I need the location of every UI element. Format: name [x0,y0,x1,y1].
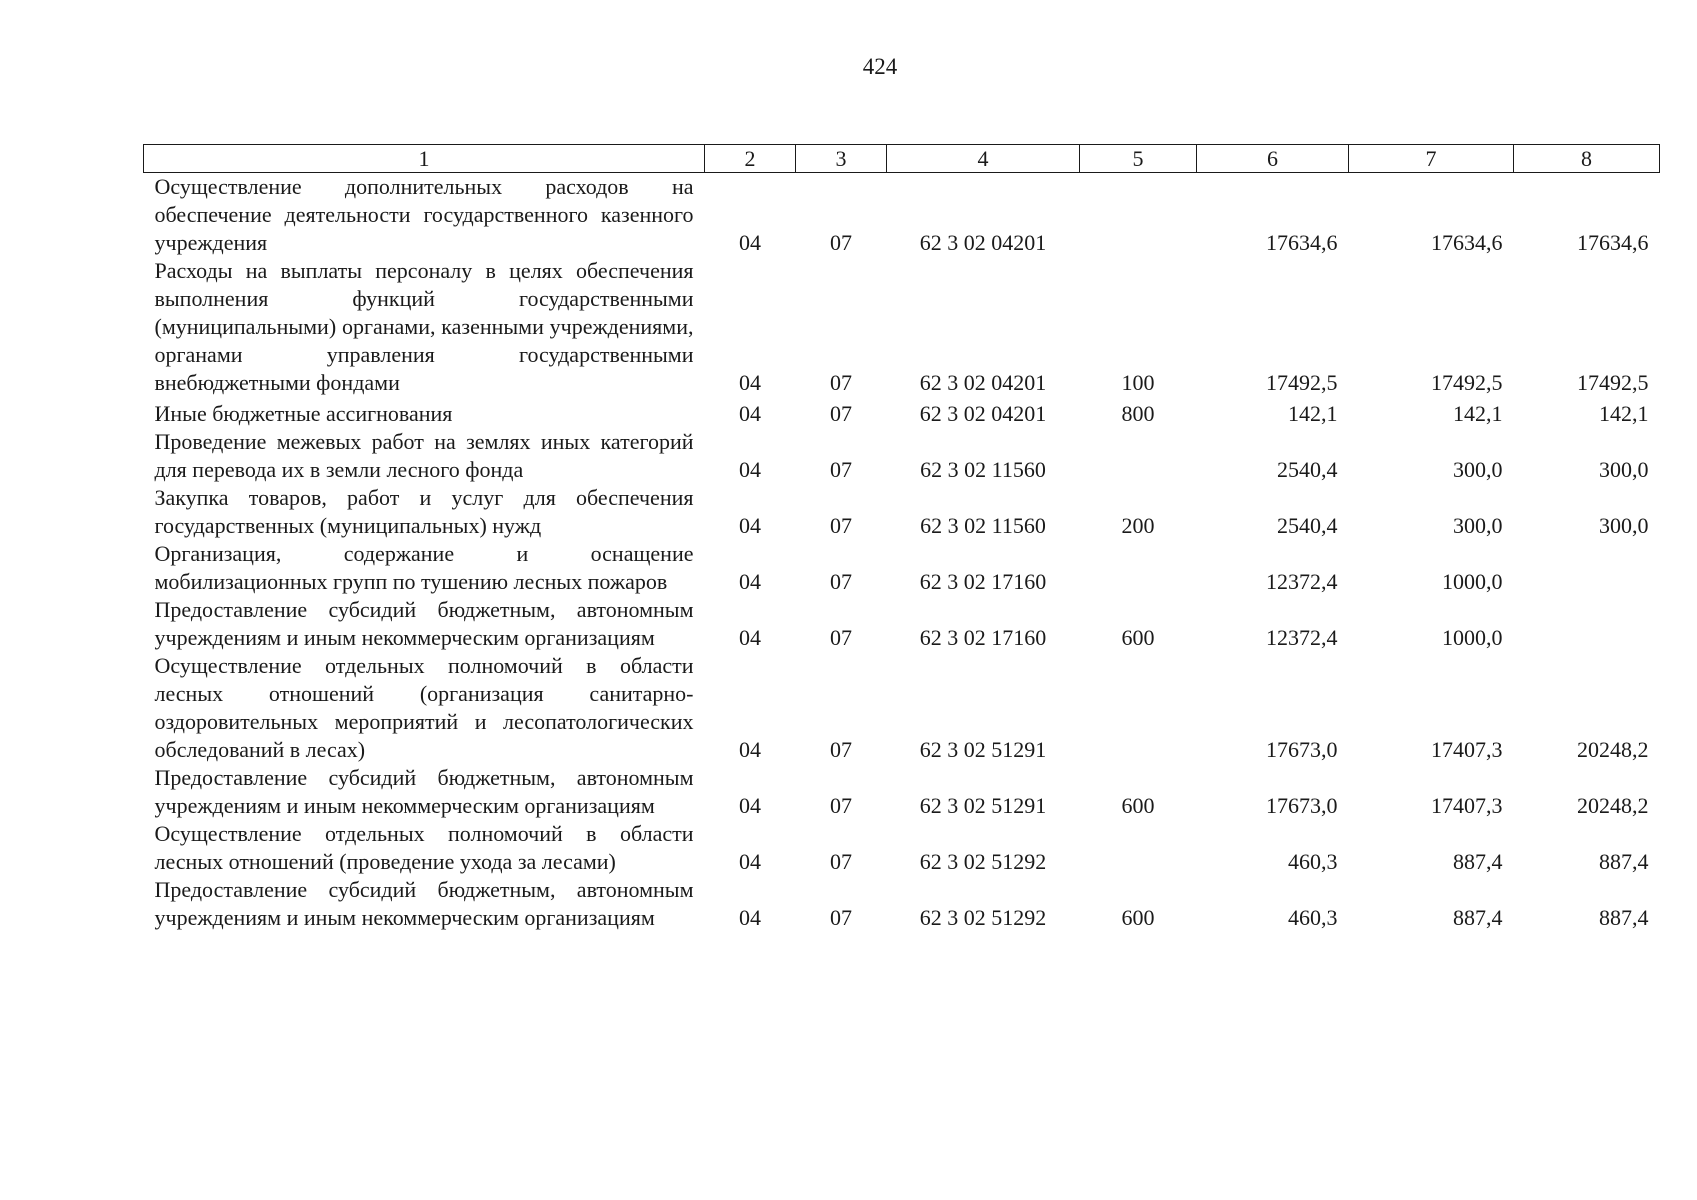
table-row [144,596,1660,652]
table-row [144,257,1660,397]
row-amount-8 [1514,540,1660,596]
table-row [144,173,1660,258]
row-target-article: 62 3 02 11560 [920,457,1046,482]
row-name: Осуществление отдельных полномочий в области лесных отношений (организация санитарно-оздоровительных мероприятий и лесопатологических обследований в лесах) [154,653,694,762]
row-amount-6: 142,1 [1288,401,1338,426]
column-header-2: 2 [705,145,796,173]
row-amount-8: 300,0 [1599,457,1649,482]
row-name: Осуществление отдельных полномочий в области лесных отношений (проведение ухода за лесами) [154,821,694,874]
row-section: 04 [739,370,761,395]
row-section: 04 [739,401,761,426]
row-name: Иные бюджетные ассигнования [154,401,453,426]
row-amount-7: 300,0 [1453,457,1503,482]
row-expense-type: 800 [1121,401,1155,426]
row-name: Предоставление субсидий бюджетным, автономным учреждениям и иным некоммерческим организациям [154,597,694,650]
row-section: 04 [739,569,761,594]
row-section: 04 [739,513,761,538]
page-number: 424 [862,54,898,79]
row-target-article: 62 3 02 11560 [920,513,1046,538]
row-subsection: 07 [830,513,852,538]
column-header-4: 4 [887,145,1080,173]
row-subsection: 07 [830,737,852,762]
table-row [144,652,1660,764]
row-expense-type: 600 [1121,793,1155,818]
row-target-article: 62 3 02 17160 [919,625,1047,650]
row-expense-type: 600 [1121,625,1155,650]
row-target-article: 62 3 02 04201 [919,230,1047,255]
row-amount-6: 2540,4 [1277,513,1338,538]
row-subsection: 07 [830,793,852,818]
row-section: 04 [739,793,761,818]
row-expense-type [1080,428,1197,484]
row-section: 04 [739,905,761,930]
row-amount-7: 887,4 [1453,849,1503,874]
table-row [144,540,1660,596]
column-header-5: 5 [1080,145,1197,173]
row-amount-8: 300,0 [1599,513,1649,538]
column-header-3: 3 [796,145,887,173]
row-amount-6: 2540,4 [1277,457,1338,482]
row-subsection: 07 [830,230,852,255]
table-row [144,764,1660,820]
row-name: Проведение межевых работ на землях иных категорий для перевода их в земли лесного фонда [154,429,694,482]
row-amount-8: 20248,2 [1577,737,1649,762]
row-amount-8: 887,4 [1599,849,1649,874]
row-name: Предоставление субсидий бюджетным, автономным учреждениям и иным некоммерческим организациям [154,765,694,818]
header-row [144,145,1660,173]
row-amount-8 [1514,596,1660,652]
row-amount-7: 142,1 [1453,401,1503,426]
row-amount-6: 460,3 [1288,905,1338,930]
row-section: 04 [739,625,761,650]
row-target-article: 62 3 02 17160 [919,569,1047,594]
row-section: 04 [739,230,761,255]
table-row [144,876,1660,932]
row-subsection: 07 [830,905,852,930]
row-amount-6: 17673,0 [1266,793,1338,818]
row-amount-8: 142,1 [1599,401,1649,426]
row-section: 04 [739,849,761,874]
row-name: Закупка товаров, работ и услуг для обеспечения государственных (муниципальных) нужд [154,485,694,538]
row-expense-type [1080,652,1197,764]
row-amount-7: 1000,0 [1442,625,1503,650]
row-amount-6: 17634,6 [1266,230,1338,255]
row-amount-8: 20248,2 [1577,793,1649,818]
row-target-article: 62 3 02 51291 [919,737,1047,762]
row-amount-6: 460,3 [1288,849,1338,874]
row-amount-7: 887,4 [1453,905,1503,930]
row-amount-7: 17492,5 [1431,370,1503,395]
row-amount-7: 17634,6 [1431,230,1503,255]
row-name: Предоставление субсидий бюджетным, автономным учреждениям и иным некоммерческим организациям [154,877,694,930]
row-target-article: 62 3 02 51291 [919,793,1047,818]
row-amount-7: 17407,3 [1431,737,1503,762]
row-subsection: 07 [830,401,852,426]
row-expense-type: 100 [1121,370,1155,395]
row-amount-8: 17634,6 [1577,230,1649,255]
row-target-article: 62 3 02 04201 [919,370,1047,395]
row-amount-6: 17492,5 [1266,370,1338,395]
row-amount-8: 887,4 [1599,905,1649,930]
row-amount-6: 17673,0 [1266,737,1338,762]
row-amount-8: 17492,5 [1577,370,1649,395]
column-header-1: 1 [144,145,705,173]
column-header-6: 6 [1197,145,1349,173]
row-expense-type: 600 [1121,905,1155,930]
row-target-article: 62 3 02 04201 [919,401,1047,426]
row-amount-7: 17407,3 [1431,793,1503,818]
row-target-article: 62 3 02 51292 [919,905,1047,930]
row-subsection: 07 [830,370,852,395]
row-expense-type [1080,820,1197,876]
row-subsection: 07 [830,569,852,594]
row-amount-7: 1000,0 [1442,569,1503,594]
row-name: Расходы на выплаты персоналу в целях обеспечения выполнения функций государственными (муниципальными) органами, казенными учреждениями, органами управления государственными внебюджетными фондами [154,258,694,395]
row-name: Организация, содержание и оснащение мобилизационных групп по тушению лесных пожаров [154,541,694,594]
row-amount-6: 12372,4 [1266,569,1338,594]
table-row [144,820,1660,876]
row-expense-type: 200 [1121,513,1155,538]
column-header-7: 7 [1349,145,1514,173]
row-amount-6: 12372,4 [1266,625,1338,650]
row-target-article: 62 3 02 51292 [919,849,1047,874]
table-row [144,397,1660,428]
table-row [144,428,1660,484]
row-expense-type [1080,540,1197,596]
row-subsection: 07 [830,625,852,650]
row-amount-7: 300,0 [1453,513,1503,538]
column-header-8: 8 [1514,145,1660,173]
row-name: Осуществление дополнительных расходов на обеспечение деятельности государственного казенного учреждения [154,174,694,255]
row-subsection: 07 [830,457,852,482]
row-expense-type [1080,173,1197,258]
row-subsection: 07 [830,849,852,874]
row-section: 04 [739,457,761,482]
table-row [144,484,1660,540]
row-section: 04 [739,737,761,762]
budget-table [143,144,1660,932]
